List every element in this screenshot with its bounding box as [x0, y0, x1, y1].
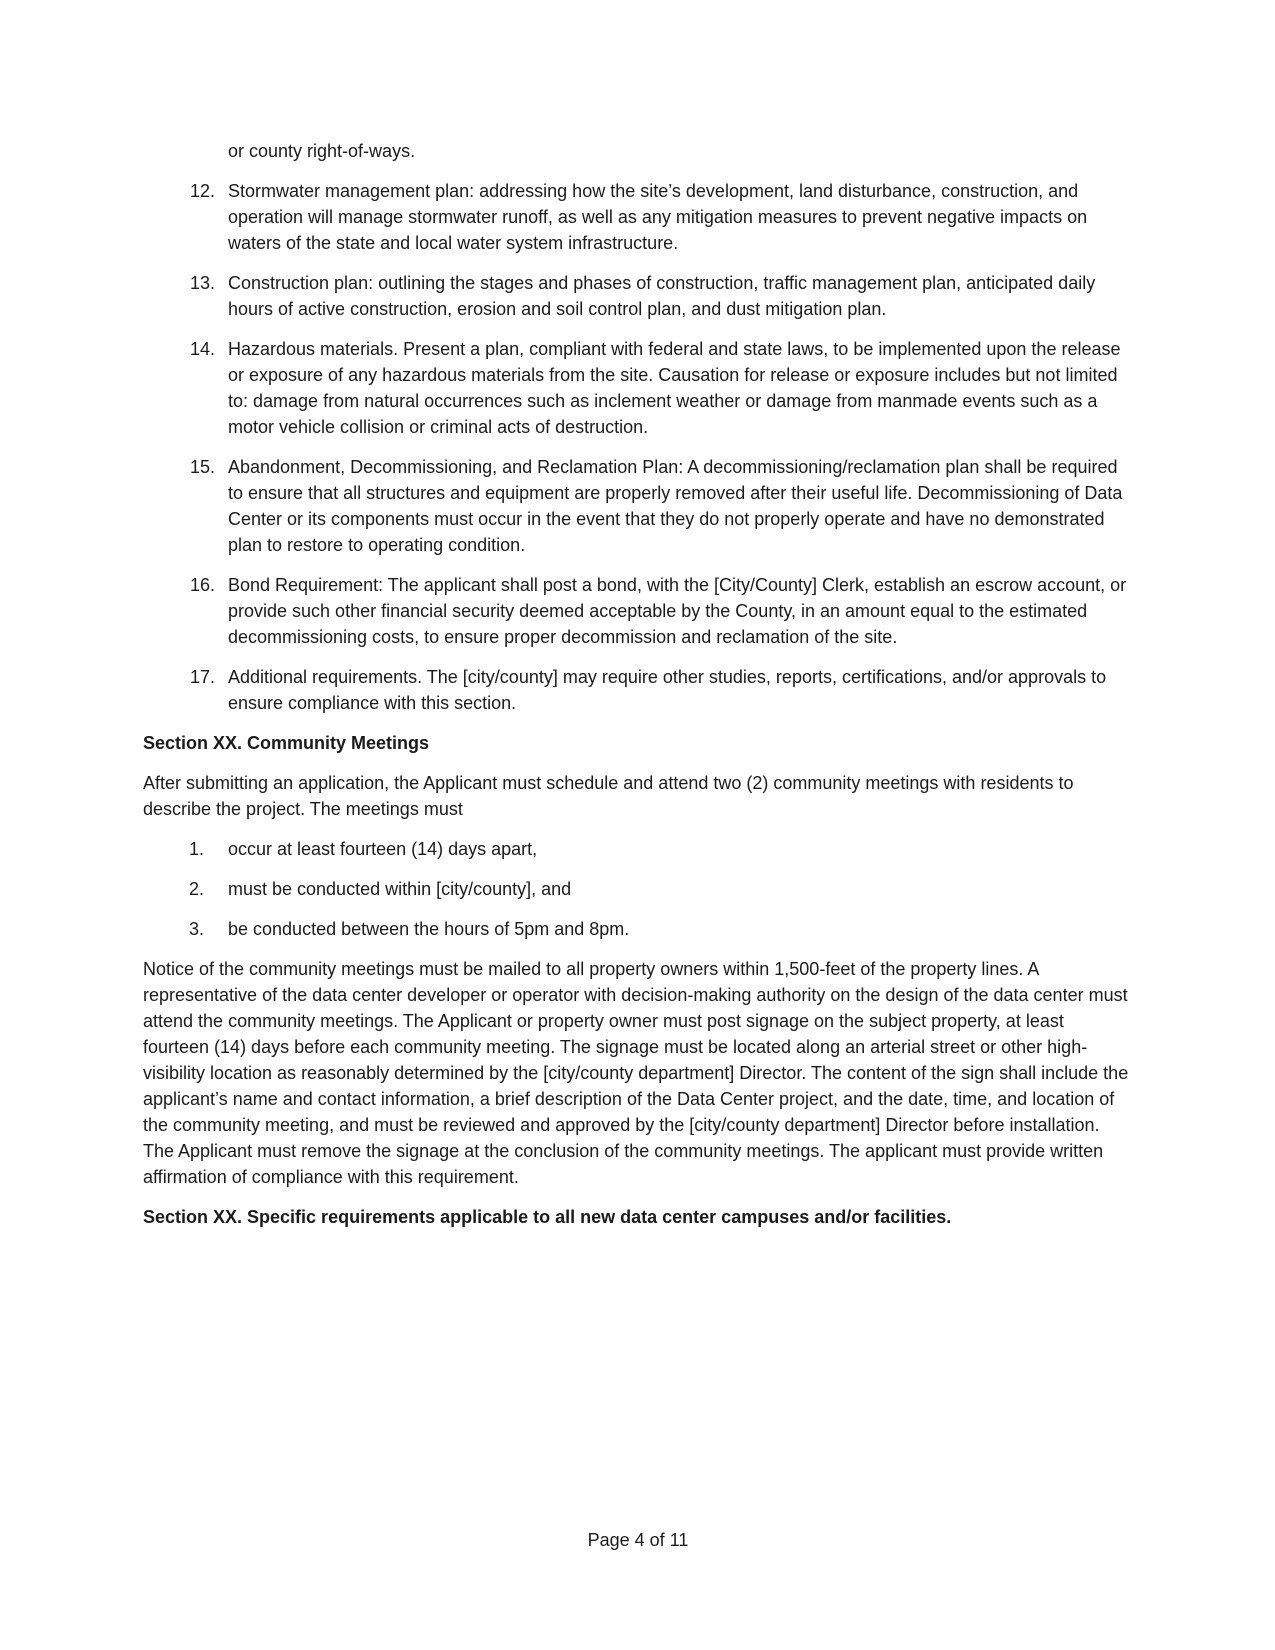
list-item: [143, 836, 1133, 862]
list-item: [143, 572, 1133, 650]
list-item-number: 3.: [189, 919, 205, 939]
page-footer: Page 4 of 11: [587, 1530, 689, 1550]
list-item: [143, 178, 1133, 256]
list-item-text: Abandonment, Decommissioning, and Reclamation Plan: A decommissioning/reclamation plan shall be required to ensure that all structures and equipment are properly removed after their useful life. Decommissioning of Data Center or its components must occur in the event that they do not properly operate and have no demonstrated plan to restore to operating condition.: [228, 457, 1123, 555]
section-heading-community-meetings: Section XX. Community Meetings: [143, 733, 430, 753]
list-item: [143, 916, 1133, 942]
list-item-number: 12.: [190, 181, 216, 201]
list-item-number: 14.: [190, 339, 216, 359]
section-heading-specific-requirements: Section XX. Specific requirements applicable to all new data center campuses and/or facilities.: [143, 1207, 952, 1227]
list-item-continuation: or county right-of-ways.: [228, 141, 416, 161]
list-item-number: 1.: [189, 839, 205, 859]
list-item-text: Bond Requirement: The applicant shall post a bond, with the [City/County] Clerk, establish an escrow account, or provide such other financial security deemed acceptable by the County, in an amount equal to the estimated decommissioning costs, to ensure proper decommission and reclamation of the site.: [228, 575, 1127, 647]
list-item: [143, 454, 1133, 558]
list-item-text: be conducted between the hours of 5pm and 8pm.: [228, 919, 630, 939]
list-item: [143, 664, 1133, 716]
list-item: [143, 336, 1133, 440]
list-item: [143, 876, 1133, 902]
list-item: [143, 270, 1133, 322]
list-item-text: Construction plan: outlining the stages and phases of construction, traffic management plan, anticipated daily hours of active construction, erosion and soil control plan, and dust mitigation plan.: [228, 273, 1096, 319]
list-item-number: 17.: [190, 667, 216, 687]
list-item-number: 13.: [190, 273, 216, 293]
list-item-text: must be conducted within [city/county], and: [228, 879, 572, 899]
list-item-text: Stormwater management plan: addressing how the site’s development, land disturbance, construction, and operation will manage stormwater runoff, as well as any mitigation measures to prevent negative impacts on waters of the state and local water system infrastructure.: [228, 181, 1088, 253]
paragraph-community-notice: Notice of the community meetings must be mailed to all property owners within 1,500-feet of the property lines. A representative of the data center developer or operator with decision-making authority on the design of the data center must attend the community meetings. The Applicant or property owner must post signage on the subject property, at least fourteen (14) days before each community meeting. The signage must be located along an arterial street or other high-visibility location as reasonably determined by the [city/county department] Director. The content of the sign shall include the applicant’s name and contact information, a brief description of the Data Center project, and the date, time, and location of the community meeting, and must be reviewed and approved by the [city/county department] Director before installation. The Applicant must remove the signage at the conclusion of the community meetings. The applicant must provide written affirmation of compliance with this requirement.: [143, 959, 1129, 1187]
list-item-number: 15.: [190, 457, 216, 477]
document-content: [143, 138, 1133, 1244]
list-item-number: 2.: [189, 879, 205, 899]
list-item-text: occur at least fourteen (14) days apart,: [228, 839, 538, 859]
list-item-number: 16.: [190, 575, 216, 595]
list-item-text: Additional requirements. The [city/county] may require other studies, reports, certifications, and/or approvals to ensure compliance with this section.: [228, 667, 1107, 713]
list-item-text: Hazardous materials. Present a plan, compliant with federal and state laws, to be implemented upon the release or exposure of any hazardous materials from the site. Causation for release or exposure includes but not limited to: damage from natural occurrences such as inclement weather or damage from manmade events such as a motor vehicle collision or criminal acts of destruction.: [228, 339, 1121, 437]
paragraph-community-intro: After submitting an application, the Applicant must schedule and attend two (2) community meetings with residents to describe the project. The meetings must: [143, 773, 1074, 819]
